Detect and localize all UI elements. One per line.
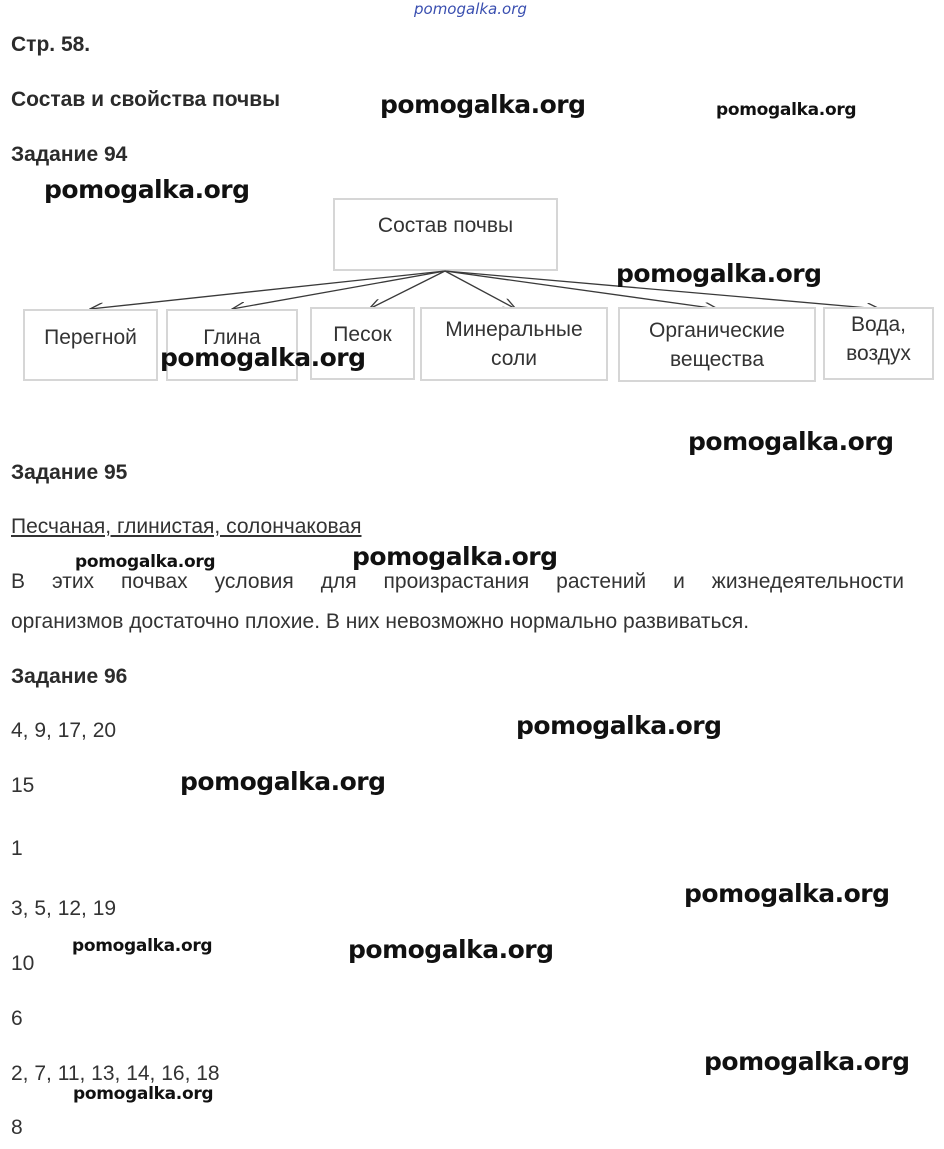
diagram-box-organic bbox=[618, 307, 816, 382]
section-title: Состав и свойства почвы bbox=[11, 88, 281, 111]
watermark: pomogalka.org bbox=[688, 427, 894, 456]
task94-title: Задание 94 bbox=[11, 143, 128, 166]
task96-answer: 1 bbox=[11, 837, 23, 860]
diagram-box-label: вещества bbox=[669, 347, 765, 371]
diagram-box-label: Органические bbox=[649, 318, 785, 342]
diagram-box-mineral bbox=[420, 307, 608, 381]
watermark: pomogalka.org bbox=[516, 711, 722, 740]
task96-answer: 10 bbox=[11, 952, 35, 975]
watermark: pomogalka.org bbox=[73, 1084, 214, 1104]
task96-answer: 15 bbox=[11, 774, 35, 797]
task95-line2: организмов достаточно плохие. В них невозможно нормально развиваться. bbox=[11, 610, 750, 633]
diagram-box-label: Песок bbox=[333, 323, 392, 346]
task96-answer: 8 bbox=[11, 1116, 23, 1139]
diagram-box-label: Перегной bbox=[44, 325, 137, 349]
task95-line1: В этих почвах условия для произрастания растений и жизнедеятельности bbox=[11, 570, 904, 593]
arrow-to-pesok bbox=[369, 271, 445, 309]
page-label: Стр. 58. bbox=[11, 33, 91, 56]
task95-title: Задание 95 bbox=[11, 461, 128, 484]
task96-answer: 2, 7, 11, 13, 14, 16, 18 bbox=[11, 1062, 220, 1085]
task95-explanation bbox=[11, 562, 904, 642]
watermark: pomogalka.org bbox=[684, 879, 890, 908]
diagram-box-label: соли bbox=[491, 347, 537, 370]
task95-answer: Песчаная, глинистая, солончаковая bbox=[11, 515, 362, 538]
diagram-box-water-air bbox=[823, 307, 934, 380]
diagram-box-peregnoy bbox=[23, 309, 158, 381]
task96-answer: 4, 9, 17, 20 bbox=[11, 719, 117, 742]
watermark: pomogalka.org bbox=[75, 552, 216, 572]
watermark: pomogalka.org bbox=[716, 100, 857, 120]
diagram-box-label: Минеральные bbox=[445, 318, 583, 341]
watermark: pomogalka.org bbox=[352, 542, 558, 571]
task96-answer: 6 bbox=[11, 1007, 23, 1030]
diagram-root-label: Состав почвы bbox=[377, 214, 514, 237]
watermark: pomogalka.org bbox=[44, 175, 250, 204]
watermark: pomogalka.org bbox=[616, 259, 822, 288]
watermark: pomogalka.org bbox=[380, 90, 586, 119]
diagram-box-label: Глина bbox=[203, 325, 261, 349]
watermark-top: pomogalka.org bbox=[414, 0, 527, 18]
task96-title: Задание 96 bbox=[11, 665, 128, 688]
watermark: pomogalka.org bbox=[160, 343, 366, 372]
watermark: pomogalka.org bbox=[348, 935, 554, 964]
watermark: pomogalka.org bbox=[180, 767, 386, 796]
task96-answer: 3, 5, 12, 19 bbox=[11, 897, 117, 920]
diagram-box-label: воздух bbox=[846, 341, 911, 365]
diagram-box-label: Вода, bbox=[851, 312, 906, 336]
watermark: pomogalka.org bbox=[72, 936, 213, 956]
watermark: pomogalka.org bbox=[704, 1047, 910, 1076]
